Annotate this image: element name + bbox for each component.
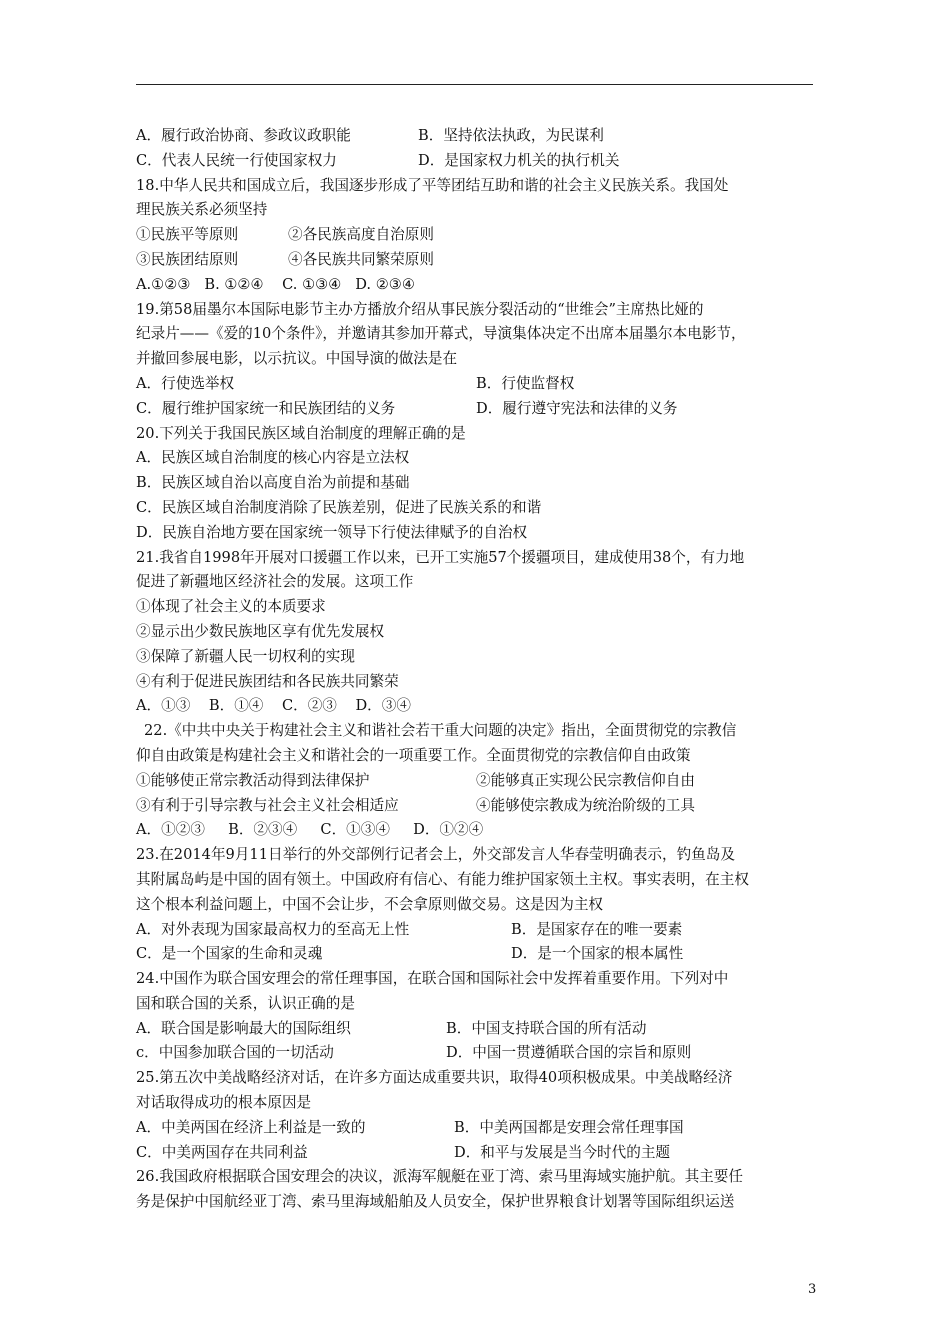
q25-options-row-2 — [136, 1141, 816, 1166]
page-number: 3 — [808, 1282, 817, 1297]
q20-option-a: A．民族区域自治制度的核心内容是立法权 — [136, 449, 410, 467]
q23-options-row-1 — [136, 918, 816, 943]
q22-statement-2: ②能够真正实现公民宗教信仰自由 — [476, 771, 695, 789]
q19-option-a: A．行使选举权 — [136, 374, 235, 392]
q25-option-c: C．中美两国存在共同利益 — [136, 1143, 308, 1161]
q18-statements-row-1 — [136, 223, 816, 248]
q24-options-row-2 — [136, 1041, 816, 1066]
q18-statement-1: ①民族平等原则 — [136, 226, 239, 244]
q19-stem-line-2: 纪录片——《爱的10个条件》，并邀请其参加开幕式，导演集体决定不出席本届墨尔本电影节， — [136, 325, 746, 343]
q20-option-d: D．民族自治地方要在国家统一领导下行使法律赋予的自治权 — [136, 523, 528, 541]
q24-option-c: c．中国参加联合国的一切活动 — [136, 1044, 334, 1062]
q23-stem-line-2: 其附属岛屿是中国的固有领土。中国政府有信心、有能力维护国家领土主权。事实表明，在主权 — [136, 870, 749, 888]
q22-statement-1: ①能够使正常宗教活动得到法律保护 — [136, 771, 370, 789]
q18-stem-line-2: 理民族关系必须坚持 — [136, 201, 268, 219]
q23-options-row-2 — [136, 942, 816, 967]
q17-options-row-1 — [136, 124, 816, 149]
q22-stem-line-2: 仰自由政策是构建社会主义和谐社会的一项重要工作。全面贯彻党的宗教信仰自由政策 — [136, 746, 691, 764]
q19-option-c: C．履行维护国家统一和民族团结的义务 — [136, 399, 396, 417]
q19-stem-line-1: 19.第58届墨尔本国际电影节主办方播放介绍从事民族分裂活动的“世维会”主席热比娅的 — [136, 300, 704, 318]
q25-stem-line-2: 对话取得成功的根本原因是 — [136, 1094, 312, 1112]
q22-statement-3: ③有利于引导宗教与社会主义社会相适应 — [136, 796, 399, 814]
q23-option-d: D．是一个国家的根本属性 — [511, 945, 684, 963]
q24-option-b: B．中国支持联合国的所有活动 — [446, 1019, 647, 1037]
q22-statement-4: ④能够使宗教成为统治阶级的工具 — [476, 796, 695, 814]
q23-option-a: A．对外表现为国家最高权力的至高无上性 — [136, 920, 410, 938]
q25-options-row-1 — [136, 1116, 816, 1141]
q23-stem-line-3: 这个根本利益问题上，中国不会让步，不会拿原则做交易。这是因为主权 — [136, 895, 604, 913]
q25-stem-line-1: 25.第五次中美战略经济对话，在许多方面达成重要共识，取得40项积极成果。中美战略经济 — [136, 1069, 733, 1087]
q22-statements-row-1 — [136, 769, 816, 794]
q21-statement-1: ①体现了社会主义的本质要求 — [136, 598, 326, 616]
q26-stem-line-1: 26.我国政府根据联合国安理会的决议，派海军舰艇在亚丁湾、索马里海域实施护航。其主要任 — [136, 1168, 743, 1186]
q23-option-c: C．是一个国家的生命和灵魂 — [136, 945, 323, 963]
q18-stem-line-1: 18.中华人民共和国成立后，我国逐步形成了平等团结互助和谐的社会主义民族关系。我国处 — [136, 176, 729, 194]
q24-option-a: A．联合国是影响最大的国际组织 — [136, 1019, 351, 1037]
q19-options-row-2 — [136, 397, 816, 422]
q24-stem-line-1: 24.中国作为联合国安理会的常任理事国，在联合国和国际社会中发挥着重要作用。下列对中 — [136, 970, 729, 988]
q24-stem-line-2: 国和联合国的关系，认识正确的是 — [136, 994, 355, 1012]
q20-option-c: C．民族区域自治制度消除了民族差别，促进了民族关系的和谐 — [136, 498, 542, 516]
q19-option-b: B．行使监督权 — [476, 374, 575, 392]
page-content — [136, 124, 816, 1215]
q22-statements-row-2 — [136, 794, 816, 819]
q22-options: A．①②③ B．②③④ C．①③④ D．①②④ — [136, 821, 484, 839]
q25-option-a: A．中美两国在经济上利益是一致的 — [136, 1118, 366, 1136]
q18-statements-row-2 — [136, 248, 816, 273]
q18-statement-4: ④各民族共同繁荣原则 — [288, 250, 434, 268]
q21-statement-2: ②显示出少数民族地区享有优先发展权 — [136, 622, 385, 640]
q26-stem-line-2: 务是保护中国航经亚丁湾、索马里海域船舶及人员安全，保护世界粮食计划署等国际组织运送 — [136, 1193, 735, 1211]
q21-stem-line-1: 21.我省自1998年开展对口援疆工作以来，已开工实施57个援疆项目，建成使用38个，有力地 — [136, 548, 745, 566]
q19-options-row-1 — [136, 372, 816, 397]
q21-options: A．①③ B．①④ C．②③ D．③④ — [136, 697, 411, 715]
q25-option-d: D．和平与发展是当今时代的主题 — [454, 1143, 671, 1161]
q20-option-b: B．民族区域自治以高度自治为前提和基础 — [136, 474, 410, 492]
q22-stem-line-1: 22.《中共中央关于构建社会主义和谐社会若干重大问题的决定》指出，全面贯彻党的宗教信 — [144, 722, 737, 740]
q19-stem-line-3: 并撤回参展电影，以示抗议。中国导演的做法是在 — [136, 350, 458, 368]
q17-option-b: B．坚持依法执政，为民谋利 — [418, 127, 604, 144]
q21-statement-4: ④有利于促进民族团结和各民族共同繁荣 — [136, 672, 399, 690]
q23-option-b: B．是国家存在的唯一要素 — [511, 920, 683, 938]
header-rule — [136, 84, 813, 85]
q18-statement-3: ③民族团结原则 — [136, 250, 239, 268]
q21-stem-line-2: 促进了新疆地区经济社会的发展。这项工作 — [136, 573, 414, 591]
q17-option-d: D．是国家权力机关的执行机关 — [418, 151, 620, 169]
q19-option-d: D．履行遵守宪法和法律的义务 — [476, 399, 678, 417]
q18-statement-2: ②各民族高度自治原则 — [288, 226, 434, 244]
q23-stem-line-1: 23.在2014年9月11日举行的外交部例行记者会上，外交部发言人华春莹明确表示，钓鱼岛及 — [136, 846, 735, 864]
q24-options-row-1 — [136, 1017, 816, 1042]
q17-options-row-2 — [136, 149, 816, 174]
q24-option-d: D．中国一贯遵循联合国的宗旨和原则 — [446, 1044, 692, 1062]
q17-option-a: A．履行政治协商、参政议政职能 — [136, 127, 351, 144]
q20-stem: 20.下列关于我国民族区域自治制度的理解正确的是 — [136, 424, 466, 442]
q21-statement-3: ③保障了新疆人民一切权利的实现 — [136, 647, 355, 665]
q25-option-b: B．中美两国都是安理会常任理事国 — [454, 1118, 684, 1136]
q18-options: A.①②③ B. ①②④ C. ①③④ D. ②③④ — [136, 275, 415, 293]
q17-option-c: C．代表人民统一行使国家权力 — [136, 151, 337, 169]
